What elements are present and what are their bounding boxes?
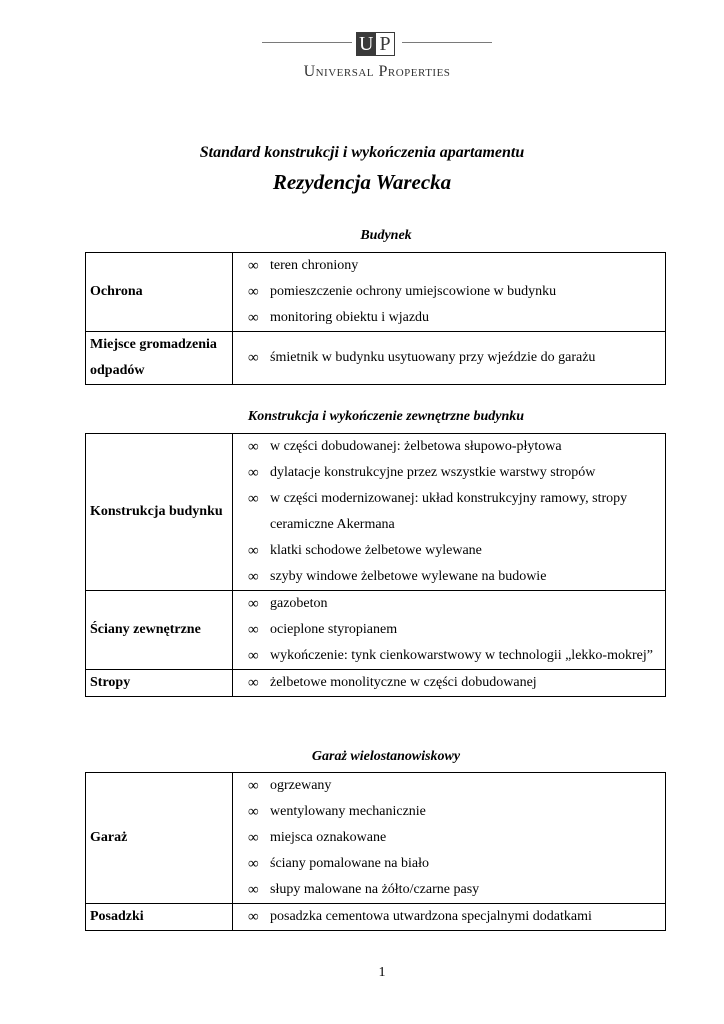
logo-line-left [262,42,352,43]
table-row [86,253,666,332]
document-subtitle: Standard konstrukcji i wykończenia apartamentu [199,144,525,161]
table-row [86,332,666,385]
bullet-list [233,345,661,371]
logo-mark-p: P [375,32,394,56]
infinity-bullet-icon: ∞ [248,310,259,326]
infinity-bullet-icon: ∞ [248,596,259,612]
bullet-list [233,904,661,930]
row-label: Miejsce gromadzenia odpadów [86,332,233,385]
infinity-bullet-icon: ∞ [248,491,259,507]
logo-line-right [402,42,492,43]
infinity-bullet-icon: ∞ [248,569,259,585]
bullet-list [233,591,661,669]
list-item: ∞ gazobeton [233,591,661,617]
bullet-list [233,773,661,903]
infinity-bullet-icon: ∞ [248,648,259,664]
row-label: Konstrukcja budynku [86,434,233,591]
list-item: ∞ wykończenie: tynk cienkowarstwowy w technologii „lekko-mokrej” [233,643,661,669]
infinity-bullet-icon: ∞ [248,830,259,846]
section-title-konstrukcja: Konstrukcja i wykończenie zewnętrzne budynku [247,409,525,424]
infinity-bullet-icon: ∞ [248,856,259,872]
table-row [86,773,666,904]
infinity-bullet-icon: ∞ [248,675,259,691]
row-label: Garaż [86,773,233,904]
table-garaz [85,772,666,931]
section-title-garaz: Garaż wielostanowiskowy [311,749,461,764]
infinity-bullet-icon: ∞ [248,350,259,366]
page-number: 1 [378,965,386,980]
list-item: ∞ monitoring obiektu i wjazdu [233,305,661,331]
logo-company-name: Universal Properties [303,63,451,80]
list-item: ∞ teren chroniony [233,253,661,279]
row-label: Ściany zewnętrzne [86,591,233,670]
infinity-bullet-icon: ∞ [248,622,259,638]
table-row [86,591,666,670]
bullet-list [233,253,661,331]
table-row [86,434,666,591]
document-title: Rezydencja Warecka [272,170,452,194]
list-item: ∞ klatki schodowe żelbetowe wylewane [233,538,661,564]
infinity-bullet-icon: ∞ [248,909,259,925]
row-label: Ochrona [86,253,233,332]
infinity-bullet-icon: ∞ [248,778,259,794]
list-item: ∞ ogrzewany [233,773,661,799]
bullet-list [233,670,661,696]
infinity-bullet-icon: ∞ [248,543,259,559]
list-item: ∞ pomieszczenie ochrony umiejscowione w budynku [233,279,661,305]
list-item: ∞ w części dobudowanej: żelbetowa słupowo-płytowa [233,434,661,460]
list-item: ∞ dylatacje konstrukcyjne przez wszystkie warstwy stropów [233,460,661,486]
section-title-budynek: Budynek [360,228,412,243]
list-item: ∞ posadzka cementowa utwardzona specjalnymi dodatkami [233,904,661,930]
infinity-bullet-icon: ∞ [248,258,259,274]
logo-mark [356,32,395,56]
table-row [86,670,666,697]
infinity-bullet-icon: ∞ [248,439,259,455]
list-item: ∞ szyby windowe żelbetowe wylewane na budowie [233,564,661,590]
infinity-bullet-icon: ∞ [248,804,259,820]
table-row [86,904,666,931]
list-item: ∞ wentylowany mechanicznie [233,799,661,825]
row-label: Posadzki [86,904,233,931]
row-label: Stropy [86,670,233,697]
bullet-list [233,434,661,590]
list-item: ∞ w części modernizowanej: układ konstrukcyjny ramowy, stropy ceramiczne Akermana [233,486,661,538]
infinity-bullet-icon: ∞ [248,465,259,481]
list-item: ∞ słupy malowane na żółto/czarne pasy [233,877,661,903]
logo-mark-u: U [356,32,375,56]
company-logo [262,30,492,86]
table-konstrukcja [85,433,666,697]
infinity-bullet-icon: ∞ [248,284,259,300]
list-item: ∞ ściany pomalowane na biało [233,851,661,877]
infinity-bullet-icon: ∞ [248,882,259,898]
list-item: ∞ śmietnik w budynku usytuowany przy wjeździe do garażu [233,345,661,371]
table-budynek [85,252,666,385]
list-item: ∞ żelbetowe monolityczne w części dobudowanej [233,670,661,696]
list-item: ∞ miejsca oznakowane [233,825,661,851]
list-item: ∞ ocieplone styropianem [233,617,661,643]
